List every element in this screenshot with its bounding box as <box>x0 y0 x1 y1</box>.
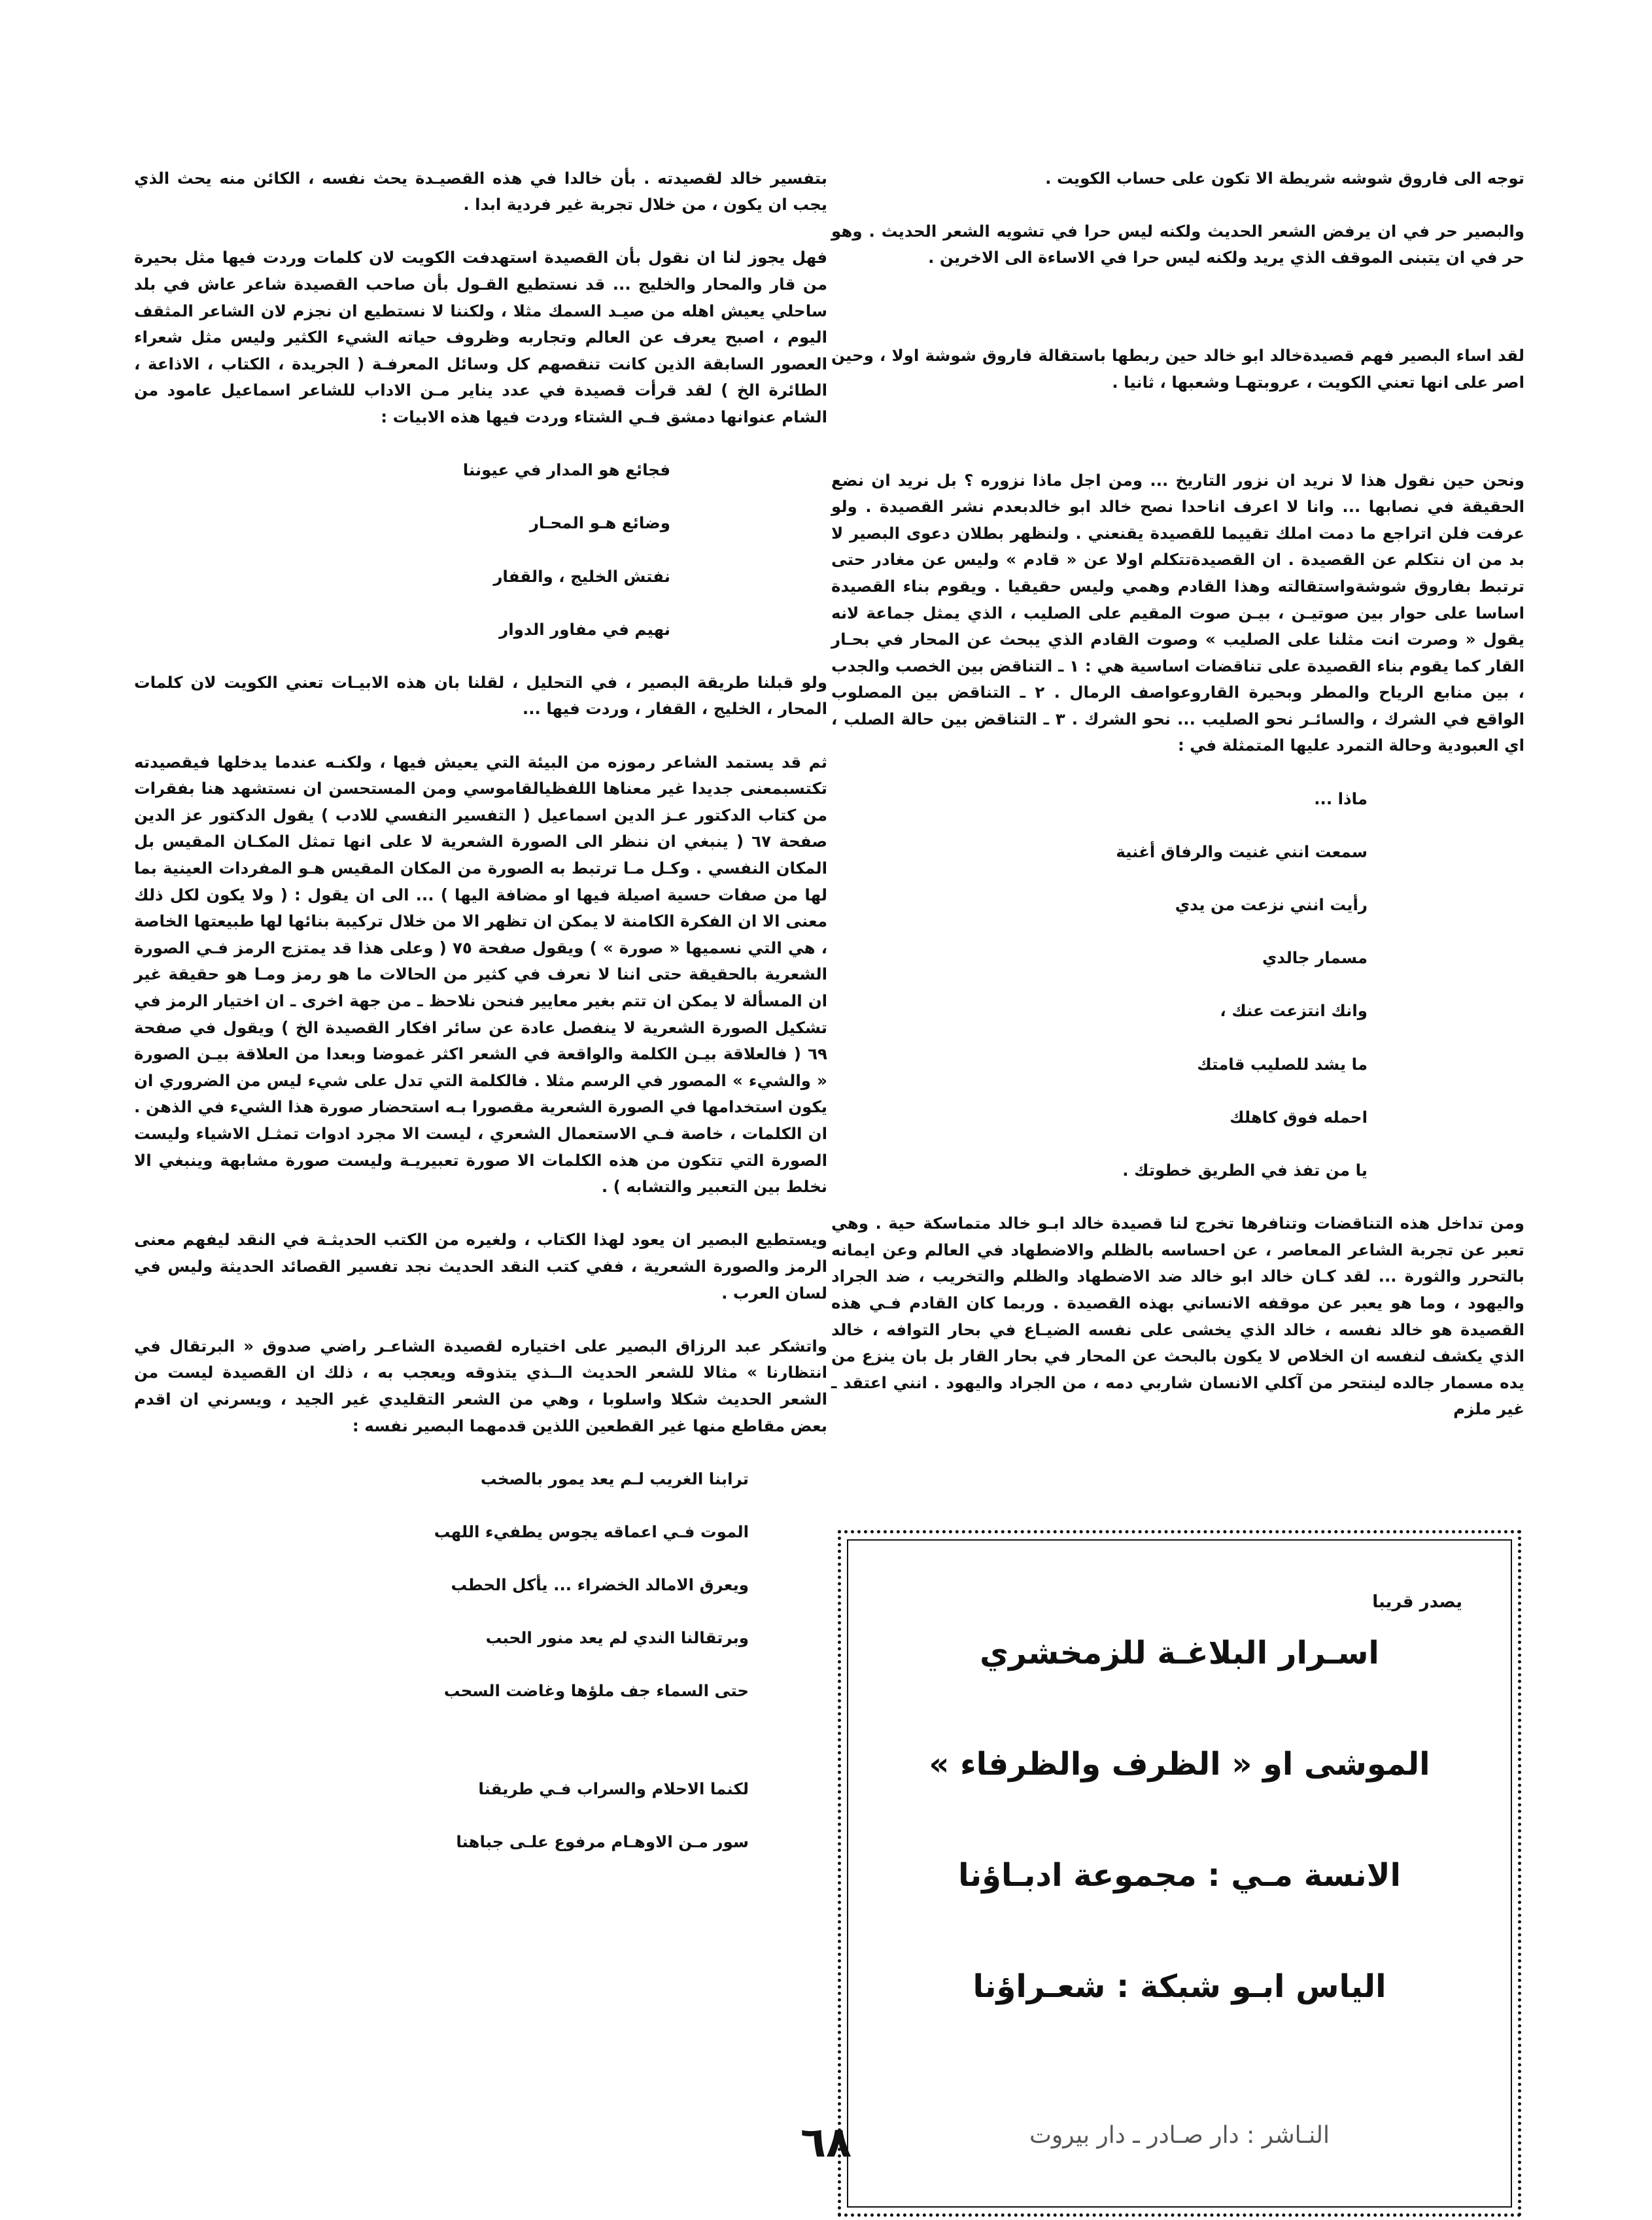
advert-publisher: النـاشر : دار صـادر ـ دار بيروت <box>1029 2122 1330 2149</box>
verse-line: نفتش الخليج ، والقفار <box>493 566 670 586</box>
advert-title-line: الموشى او « الظرف والظرفاء » <box>929 1746 1430 1783</box>
verse-line: ماذا ... <box>1314 789 1368 808</box>
verse-line: مسمار جالدي <box>1262 948 1368 968</box>
verse-line: يا من تفذ في الطريق خطوتك . <box>1122 1160 1368 1180</box>
paragraph: توجه الى فاروق شوشه شريطة الا تكون على حساب الكويت . <box>1045 168 1524 188</box>
verse-line: سمعت انني غنيت والرفاق أغنية <box>1116 842 1368 861</box>
advert-title-line: الياس ابـو شبكة : شعـراؤنا <box>972 1968 1386 2005</box>
verse-line: الموت فـي اعماقه يجوس يطفيء اللهب <box>434 1522 749 1541</box>
verse-line: ترابنا الغريب لـم يعد يمور بالصخب <box>480 1469 749 1488</box>
verse-line: وانك انتزعت عنك ، <box>1220 1001 1368 1021</box>
verse-line: وضائع هـو المحـار <box>529 513 670 533</box>
verse-line: ويعرق الامالد الخضراء ... يأكل الحطب <box>451 1575 749 1595</box>
page-number: ٦٨ <box>800 2119 852 2167</box>
paragraph: ولو قبلنا طريقة البصير ، في التحليل ، لقلنا بان هذه الابيـات تعني الكويت لان كلمات المحار ، الخليج ، القفار ، وردت فيها ... <box>134 672 827 719</box>
left-column <box>134 139 827 1883</box>
verse-line: لكنما الاحلام والسراب فـي طريقنا <box>478 1779 749 1799</box>
paragraph: ومن تداخل هذه التناقضات وتنافرها تخرج لنا قصيدة خالد ابـو خالد متماسكة حية . وهي تعبر عن تجربة الشاعر المعاصر ، عن احساسه بالظلم والاضطهاد في العالم وعن ايمانه بالتحرر والثورة ... لقد كـان خالد ابو خالد ضد الاضطهاد والظلم والتخريب ، ضد الجراد واليهود ، وما هو يعبر عن موقفه الانساني بهذه القصيدة . وربما كان القادم فـي هذه القصيدة هو خالد نفسه ، خالد الذي يخشى على نفسه الضيـاع في بحار التوافه ، خالد الذي يكشف لنفسه ان الخلاص لا يكون بالبحث عن المحار في بحار القار بل بان ينزع من يده مسمار جالده لينتحر من آكلي الانسان شاربي دمه ، من الجراد واليهود . انني اعتقد ـ غير ملزم <box>831 1214 1524 1419</box>
advert-title-line: اسـرار البلاغـة للزمخشري <box>980 1635 1379 1671</box>
paragraph: بتفسير خالد لقصيدته . بأن خالدا في هذه القصيـدة يحث نفسه ، الكائن منه يحث الذي يجب ان يكون ، من خلال تجربة غير فردية ابدا . <box>134 168 827 214</box>
verse-line: فجائع هو المدار في عيوننا <box>462 460 670 480</box>
paragraph: ونحن حين نقول هذا لا نريد ان نزور التاريخ ... ومن اجل ماذا نزوره ؟ بل نريد ان نضع الحقيقة في نصابها ... وانا لا اعرف اناحدا نصح خالد ابو خالدبعدم نشر القصيدة . ولو عرفت فلن اتراجع ما دمت املك تقييما للقصيدة يقنعني . ولنظهر بطلان دعوى البصير لا بد من ان نتكلم عن القصيدة . ان القصيدةتتكلم اولا عن « قادم » وليس عن مغادر حتى ترتبط بفاروق شوشةواستقالته وهذا القادم وهمي وليس حقيقيا . ويقوم بناء القصيدة اساسا على حوار بين صوتيـن ، بيـن صوت المقيم على الصليب ، الذي يمثل جماعة لانه يقول « وصرت انت مثلنا على الصليب » وصوت القادم الذي يبحث عن المحار في بحـار القار كما يقوم بناء القصيدة على تناقضات اساسية هي : ١ ـ التناقض بين الخصب والجدب ، بين منابع الرياح والمطر وبحيرة القاروعواصف الرمال . ٢ ـ التناقض بين المصلوب الواقع في الشرك ، والسائـر نحو الصليب ... نحو الشرك . ٣ ـ التناقض بين حالة الصلب ، اي العبودية وحالة التمرد عليها المتمثلة في : <box>831 470 1524 755</box>
verse-line: حتى السماء جف ملؤها وغاضت السحب <box>443 1681 749 1701</box>
advert-title-line: الانسة مـي : مجموعة ادبـاؤنا <box>958 1857 1401 1894</box>
verse-line: احمله فوق كاهلك <box>1230 1107 1368 1127</box>
paragraph: فهل يجوز لنا ان نقول بأن القصيدة استهدفت الكويت لان كلمات وردت فيها مثل بحيرة من قار والمحار والخليج ... قد نستطيع القـول بأن صاحب القصيدة شاعر عاش في بلد ساحلي يعيش اهله من صيـد السمك مثلا ، ولكننا لا نستطيع ان نجزم لان الشاعر المثقف اليوم ، اصبح يعرف عن العالم وتجاربه وظروف حياته الشيء الكثير وليس مثل شعراء العصور السابقة الذين كانت تنقصهم كل وسائل المعرفـة ( الجريدة ، الكتاب ، الاذاعة ، الطائرة الخ ) لقد قرأت قصيدة في عدد يناير مـن الاداب للشاعر اسماعيل عامود من الشام عنوانها دمشق فـي الشتاء وردت فيها هذه الابيات : <box>134 248 827 426</box>
verse-line: وبرتقالنا الندي لم يعد منور الحبب <box>485 1628 749 1648</box>
paragraph: ويستطيع البصير ان يعود لهذا الكتاب ، ولغيره من الكتب الحديثـة في النقد ليفهم معنى الرمز والصورة الشعرية ، ففي كتب النقد الحديث نجد تفسير القصائد الحديثة وليس في لسان العرب . <box>134 1230 827 1303</box>
advert-coming-soon: يصدر قريبا <box>1372 1592 1462 1612</box>
paragraph: لقد اساء البصير فهم قصيدةخالد ابو خالد حين ربطها باستقالة فاروق شوشة اولا ، وحين اصر على انها تعني الكويت ، عروبتهـا وشعبها ، ثانيا . <box>831 346 1524 392</box>
book-advert-box <box>838 1530 1521 2217</box>
verse-line: سور مـن الاوهـام مرفوع علـى جباهنا <box>456 1832 749 1852</box>
verse-line: ما يشد للصليب قامتك <box>1197 1054 1368 1074</box>
verse-line: نهيم في مفاور الدوار <box>499 619 670 639</box>
right-column <box>831 139 1524 1450</box>
paragraph: والبصير حر في ان يرفض الشعر الحديث ولكنه ليس حرا في تشويه الشعر الحديث . وهو حر في ان يتبنى الموقف الذي يريد ولكنه ليس حرا في الاساءة الى الاخرين . <box>831 221 1524 267</box>
verse-line: رأيت انني نزعت من يدي <box>1175 895 1368 915</box>
paragraph: واتشكر عبد الرزاق البصير على اختياره لقصيدة الشاعـر راضي صدوق « البرتقال في انتظارنا » مثالا للشعر الحديث الــذي يتذوقه ويعجب به ، ذلك ان القصيدة ليست من الشعر الحديث شكلا واسلوبا ، وهي من الشعر التقليدي غير الجيد ، ويسرني ان اقدم بعض مقاطع منها غير القطعين اللذين قدمهما البصير نفسه : <box>134 1336 827 1435</box>
paragraph: ثم قد يستمد الشاعر رموزه من البيئة التي يعيش فيها ، ولكنـه عندما يدخلها فيقصيدته تكتسبمعنى جديدا غير معناها اللفظيالقاموسي ومن المستحسن ان نستشهد هنا بفقرات من كتاب الدكتور عـز الدين اسماعيل ( التفسير النفسي للادب ) يقول الدكتور عز الدين صفحة ٦٧ ( ينبغي ان ننظر الى الصورة الشعرية لا على انها تمثل المكـان المقيس بل المكان النفسي . وكـل مـا ترتبط به الصورة من المكان المقيس هـو المفردات العينية بما لها من صفات حسية اصيلة فيها او مضافة اليها ) ... الى ان يقول : ( ولا يكون لكل ذلك معنى الا ان الفكرة الكامنة لا يمكن ان تظهر الا من خلال تركيبة بنائها لها طبيعتها الخاصة ، هي التي نسميها « صورة » ) ويقول صفحة ٧٥ ( وعلى هذا قد يمتزج الرمز فـي الصورة الشعرية بالحقيقة حتى اننا لا نعرف في كثير من الحالات ما هو رمز ومـا هو حقيقة غير ان المسألة لا يمكن ان تتم بغير معايير فنحن نلاحظ ـ من جهة اخرى ـ ان اختيار الرمز في تشكيل الصورة الشعرية لا ينفصل عادة عن سائر افكار القصيدة الخ ) ويقول في صفحة ٦٩ ( فالعلاقة بيـن الكلمة والواقعة في الشعر اكثر غموضا وبعدا من العلاقة بيـن الصورة « والشيء » المصور في الرسم مثلا . فالكلمة التي تدل على شيء ليس من الضروري ان يكون استخدامها في الصورة الشعرية مقصورا بـه استحضار صورة هذا الشيء في الذهن . ان الكلمات ، خاصة فـي الاستعمال الشعري ، ليست الا مجرد ادوات تمثـل الاشياء وليست الصورة التي تتكون من هذه الكلمات الا صورة تعبيريـة وليست صورة مشابهة وينبغي الا نخلط بين التعبير والتشابه ) . <box>134 752 828 1197</box>
